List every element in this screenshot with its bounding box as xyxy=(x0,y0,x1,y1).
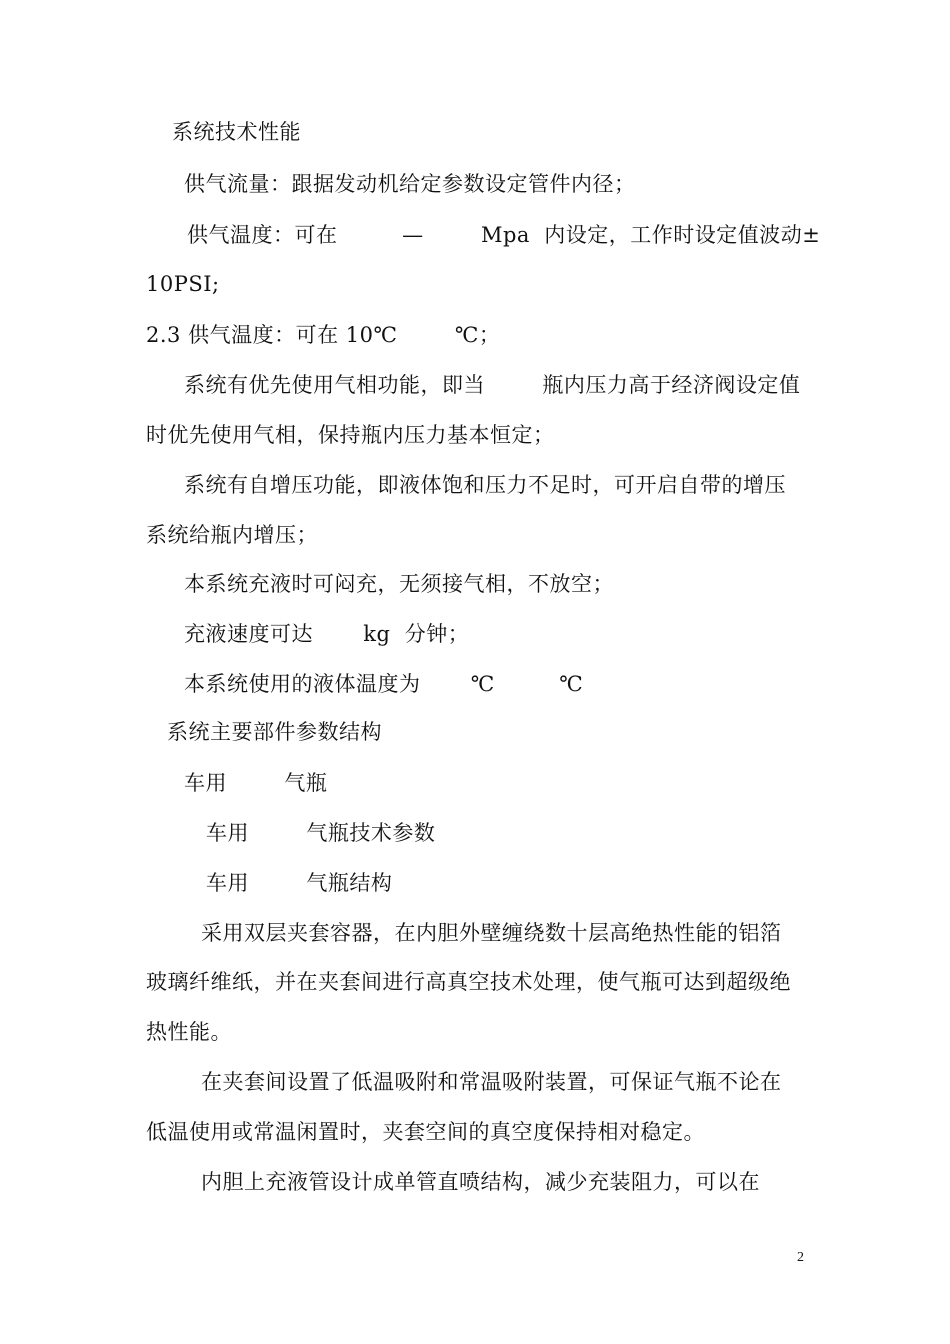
text-line-liquid-temperature: 本系统使用的液体温度为 ℃ ℃ xyxy=(184,672,584,696)
text-line-adsorption: 在夹套间设置了低温吸附和常温吸附装置，可保证气瓶不论在 xyxy=(201,1070,782,1094)
text-line-double-layer-cont: 玻璃纤维纸，并在夹套间进行高真空技术处理，使气瓶可达到超级绝 xyxy=(146,970,791,994)
text-line-filling: 本系统充液时可闷充，无须接气相，不放空； xyxy=(184,572,614,596)
section-heading-system-performance: 系统技术性能 xyxy=(172,120,301,144)
section-heading-components: 系统主要部件参数结构 xyxy=(167,720,382,744)
text-line-self-pressurization-cont: 系统给瓶内增压； xyxy=(146,523,318,547)
text-line-2-3: 2.3 供气温度：可在 10℃ ℃； xyxy=(146,323,501,347)
text-line-self-pressurization: 系统有自增压功能，即液体饱和压力不足时，可开启自带的增压 xyxy=(184,473,786,497)
text-line-double-layer: 采用双层夹套容器，在内胆外壁缠绕数十层高绝热性能的铝箔 xyxy=(201,921,782,945)
text-line-temperature-setting: 供气温度：可在 — Mpa 内设定，工作时设定值波动± xyxy=(187,223,821,247)
page-number: 2 xyxy=(797,1250,804,1265)
text-line-gas-priority: 系统有优先使用气相功能，即当 瓶内压力高于经济阀设定值 xyxy=(184,373,801,397)
text-line-cylinder-structure: 车用 气瓶结构 xyxy=(206,871,393,895)
text-line-vehicle-cylinder: 车用 气瓶 xyxy=(184,771,328,795)
text-line-adsorption-cont: 低温使用或常温闲置时，夹套空间的真空度保持相对稳定。 xyxy=(146,1120,705,1144)
text-line-flow: 供气流量：跟据发动机给定参数设定管件内径； xyxy=(184,172,636,196)
text-line-filling-pipe: 内胆上充液管设计成单管直喷结构，减少充装阻力，可以在 xyxy=(201,1170,760,1194)
text-line-gas-priority-cont: 时优先使用气相，保持瓶内压力基本恒定； xyxy=(146,423,555,447)
text-line-psi: 10PSI; xyxy=(146,272,220,296)
text-line-filling-speed: 充液速度可达 kg 分钟； xyxy=(184,622,470,646)
text-line-double-layer-end: 热性能。 xyxy=(146,1020,232,1044)
text-line-cylinder-parameters: 车用 气瓶技术参数 xyxy=(206,821,436,845)
